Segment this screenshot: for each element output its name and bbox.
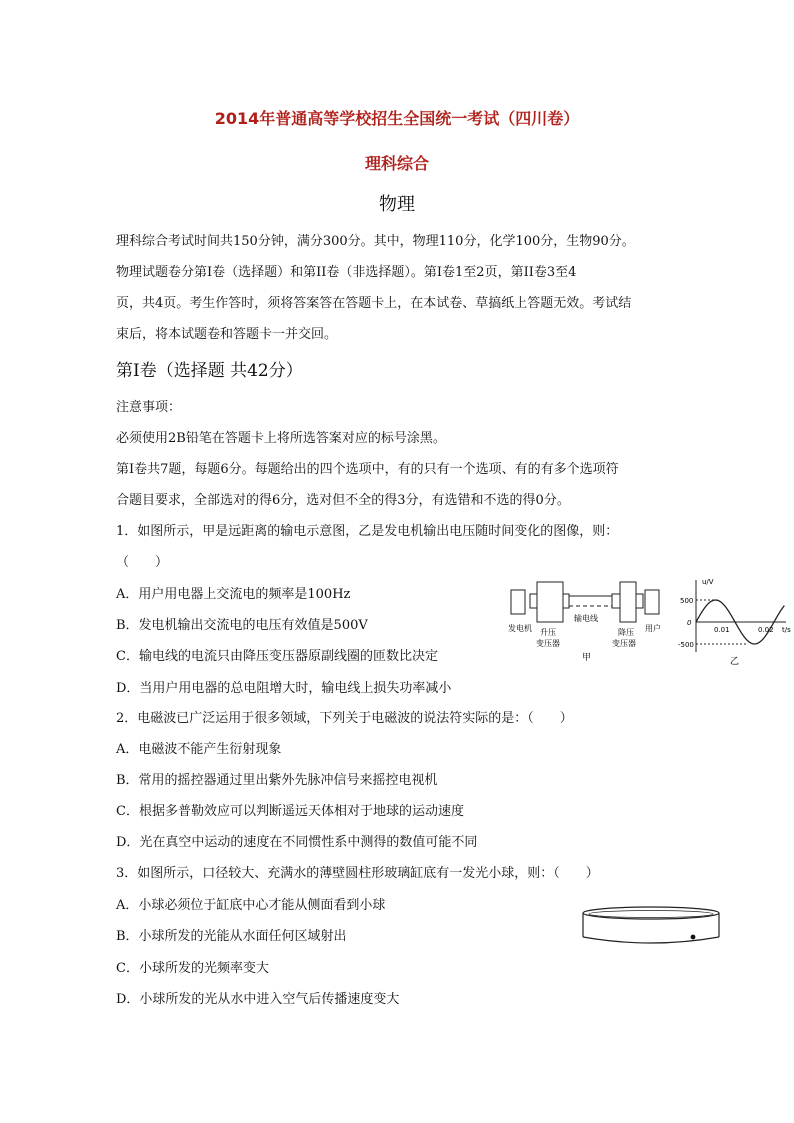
line-label: 输电线: [574, 614, 598, 623]
option-b: B．常用的摇控器通过里出紫外先脉冲信号来摇控电视机: [116, 773, 438, 788]
option-a: A．电磁波不能产生衍射现象: [116, 742, 282, 757]
curve-point: [764, 637, 765, 638]
option-b: B．小球所发的光能从水面任何区域射出: [116, 929, 347, 944]
figure-caption-yi: 乙: [730, 657, 740, 667]
option-a: A．用户用电器上交流电的频率是100Hz: [116, 587, 351, 602]
x-axis-label: t/s: [782, 626, 791, 634]
notice-line: 必须使用2B铅笔在答题卡上将所选答案对应的标号涂黑。: [116, 431, 446, 446]
option-d: D．当用户用电器的总电阻增大时，输电线上损失功率减小: [116, 681, 452, 696]
curve-point: [715, 600, 716, 601]
curve-point: [744, 637, 745, 638]
option-d: D．小球所发的光从水中进入空气后传播速度变大: [116, 992, 400, 1007]
question-stem-bracket: （ ）: [116, 555, 169, 570]
user-label: 用户: [645, 624, 661, 633]
exam-subtitle: 理科综合: [364, 154, 429, 173]
glass-tank-figure: [578, 904, 724, 950]
notice-line: 第I卷共7题，每题6分。每题给出的四个选项中，有的只有一个选项、有的有多个选项符: [116, 462, 619, 477]
step-down-label: 降压: [618, 628, 634, 637]
option-b: B．发电机输出交流电的电压有效值是500V: [116, 618, 368, 633]
curve-point: [696, 622, 697, 623]
notice-line: 合题目要求，全部选对的得6分，选对但不全的得3分，有选错和不选的得0分。: [116, 493, 570, 508]
voltage-graph: [676, 574, 792, 668]
origin-label: 0: [687, 619, 692, 627]
exam-title: 2014年普通高等学校招生全国统一考试（四川卷）: [214, 109, 580, 128]
curve-point: [705, 606, 706, 607]
section-title: 第I卷（选择题 共42分）: [116, 361, 303, 381]
notice-title: 注意事项：: [116, 400, 182, 415]
option-a: A．小球必须位于缸底中心才能从侧面看到小球: [116, 898, 386, 913]
option-c: C．小球所发的光频率变大: [116, 961, 269, 976]
step-up-label: 升压: [540, 628, 556, 637]
option-c: C．输电线的电流只由降压变压器原副线圈的匝数比决定: [116, 649, 438, 664]
curve-point: [735, 622, 736, 623]
light-ball: [691, 935, 696, 940]
generator-label: 发电机: [508, 624, 532, 633]
tank-bottom: [583, 937, 719, 943]
intro-line: 束后，将本试题卷和答题卡一并交回。: [116, 327, 338, 342]
y-max-label: 500: [680, 597, 694, 605]
intro-line: 页，共4页。考生作答时，须将答案答在答题卡上，在本试卷、草搞纸上答题无效。考试结: [116, 296, 632, 311]
question-stem: 2．电磁波已广泛运用于很多领域，下列关于电磁波的说法符实际的是：（ ）: [116, 711, 573, 726]
curve-point: [754, 644, 755, 645]
y-axis-label: u/V: [702, 578, 714, 586]
option-d: D．光在真空中运动的速度在不同惯性系中测得的数值可能不同: [116, 835, 478, 850]
y-min-label: -500: [678, 641, 694, 649]
step-down-label-2: 变压器: [612, 639, 636, 648]
figure-caption-jia: 甲: [582, 653, 592, 663]
transmission-diagram: [508, 578, 688, 664]
curve-point: [774, 622, 775, 623]
x-tick-1: 0.01: [714, 626, 730, 634]
step-up-label-2: 变压器: [536, 639, 560, 648]
question-stem: 3．如图所示，口径较大、充满水的薄壁圆柱形玻璃缸底有一发光小球，则：（ ）: [116, 866, 599, 881]
question-stem: 1．如图所示，甲是远距离的输电示意图，乙是发电机输出电压随时间变化的图像，则：: [116, 524, 619, 539]
option-c: C．根据多普勒效应可以判断遥远天体相对于地球的运动速度: [116, 804, 464, 819]
intro-line: 物理试题卷分第I卷（选择题）和第II卷（非选择题）。第I卷1至2页，第II卷3至4: [116, 265, 577, 280]
subject-heading: 物理: [379, 194, 415, 215]
intro-line: 理科综合考试时间共150分钟，满分300分。其中，物理110分，化学100分，生物90分。: [116, 234, 635, 249]
curve-point: [725, 606, 726, 607]
x-tick-2: 0.02: [758, 626, 774, 634]
